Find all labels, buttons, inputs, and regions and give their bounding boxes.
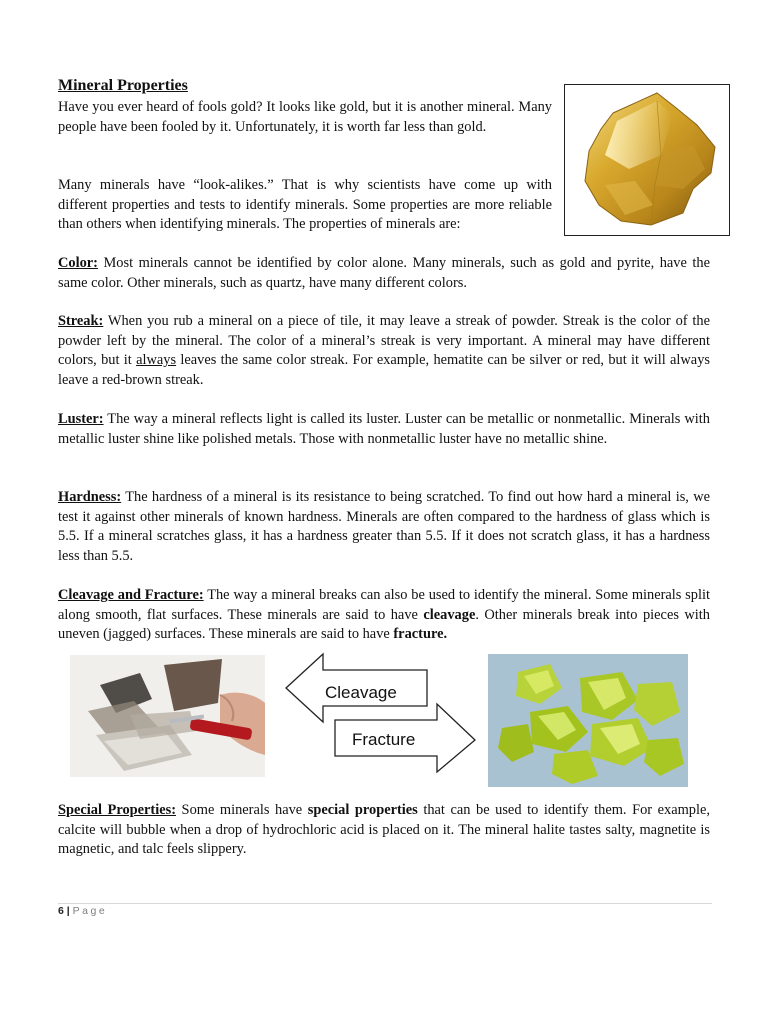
page-footer (58, 905, 107, 917)
color-text: Most minerals cannot be identified by color alone. Many minerals, such as gold and pyrite, have the same color. Other minerals, such as quartz, have many different colors. (58, 255, 710, 291)
color-paragraph (58, 254, 710, 293)
streak-text-a: When you rub a mineral on a piece of tile, it may leave a streak of powder. Streak is the color of the powder left by the mineral. The color of a mineral’s streak is very important. A mineral may have different colors, but it (58, 313, 710, 369)
footer-divider (58, 903, 712, 904)
cleavage-fracture-heading: Cleavage and Fracture: (58, 587, 204, 603)
hardness-text: The hardness of a mineral is its resistance to being scratched. To find out how hard a mineral is, we test it against other minerals of known hardness. Minerals are often compared to the hardness of glass which is 5.5. If a mineral scratches glass, it has a hardness greater than 5.5. If it does not scratch glass, it has a hardness less than 5.5. (58, 489, 710, 564)
streak-paragraph (58, 312, 710, 390)
streak-emphasis: always (136, 352, 177, 369)
hardness-heading: Hardness: (58, 489, 122, 505)
special-properties-paragraph (58, 801, 710, 860)
mica-sheets-illustration (70, 655, 265, 777)
cleavage-fracture-arrows (285, 652, 477, 774)
streak-heading: Streak: (58, 313, 104, 329)
special-properties-term: special properties (307, 802, 418, 818)
fracture-term: fracture. (393, 626, 448, 643)
luster-paragraph (58, 410, 710, 449)
special-properties-heading: Special Properties: (58, 802, 176, 818)
mica-cleavage-photo (70, 655, 265, 777)
sulfur-fracture-photo (488, 654, 688, 787)
cleavage-term: cleavage (423, 606, 476, 623)
special-text-b: that can be used to identify them. For example, calcite will bubble when a drop of hydrochloric acid is placed on it. The mineral halite tastes salty, magnetite is magnetic, and talc feels slippery. (58, 802, 710, 858)
intro-paragraph-1: Have you ever heard of fools gold? It looks like gold, but it is another mineral. Many people have been fooled by it. Unfortunately, it is worth far less than gold. (58, 99, 552, 135)
hardness-paragraph (58, 488, 710, 566)
page-word: Page (72, 905, 108, 917)
pyrite-nugget-image (564, 84, 730, 236)
cleavage-fracture-text-b: . Other minerals break into pieces with uneven (jagged) surfaces. These minerals are said to have (58, 606, 710, 643)
fracture-arrow-label: Fracture (352, 730, 416, 749)
page-number: 6 (58, 905, 64, 917)
cleavage-fracture-paragraph (58, 586, 710, 645)
cleavage-fracture-text-a: The way a mineral breaks can also be used to identify the mineral. Some minerals split along smooth, flat surfaces. These minerals are said to have (58, 587, 710, 623)
color-heading: Color: (58, 255, 98, 271)
page-title: Mineral Properties (58, 77, 188, 94)
footer-separator: | (66, 905, 70, 917)
luster-heading: Luster: (58, 411, 104, 427)
special-text-a: Some minerals have (176, 802, 308, 818)
cleavage-arrow-label: Cleavage (325, 683, 397, 702)
luster-text: The way a mineral reflects light is called its luster. Luster can be metallic or nonmetallic. Minerals with metallic luster shine like polished metals. Those with nonmetallic luster have no metallic shine. (58, 411, 710, 447)
pyrite-nugget-illustration (565, 85, 729, 235)
yellow-crystals-illustration (488, 654, 688, 787)
streak-text-b: leaves the same color streak. For example, hematite can be silver or red, but it will always leave a red-brown streak. (58, 352, 710, 388)
intro-paragraph-2: Many minerals have “look-alikes.” That is why scientists have come up with different properties and tests to identify minerals. Some properties are more reliable than others when identifying minerals. The properties of minerals are: (58, 177, 552, 233)
